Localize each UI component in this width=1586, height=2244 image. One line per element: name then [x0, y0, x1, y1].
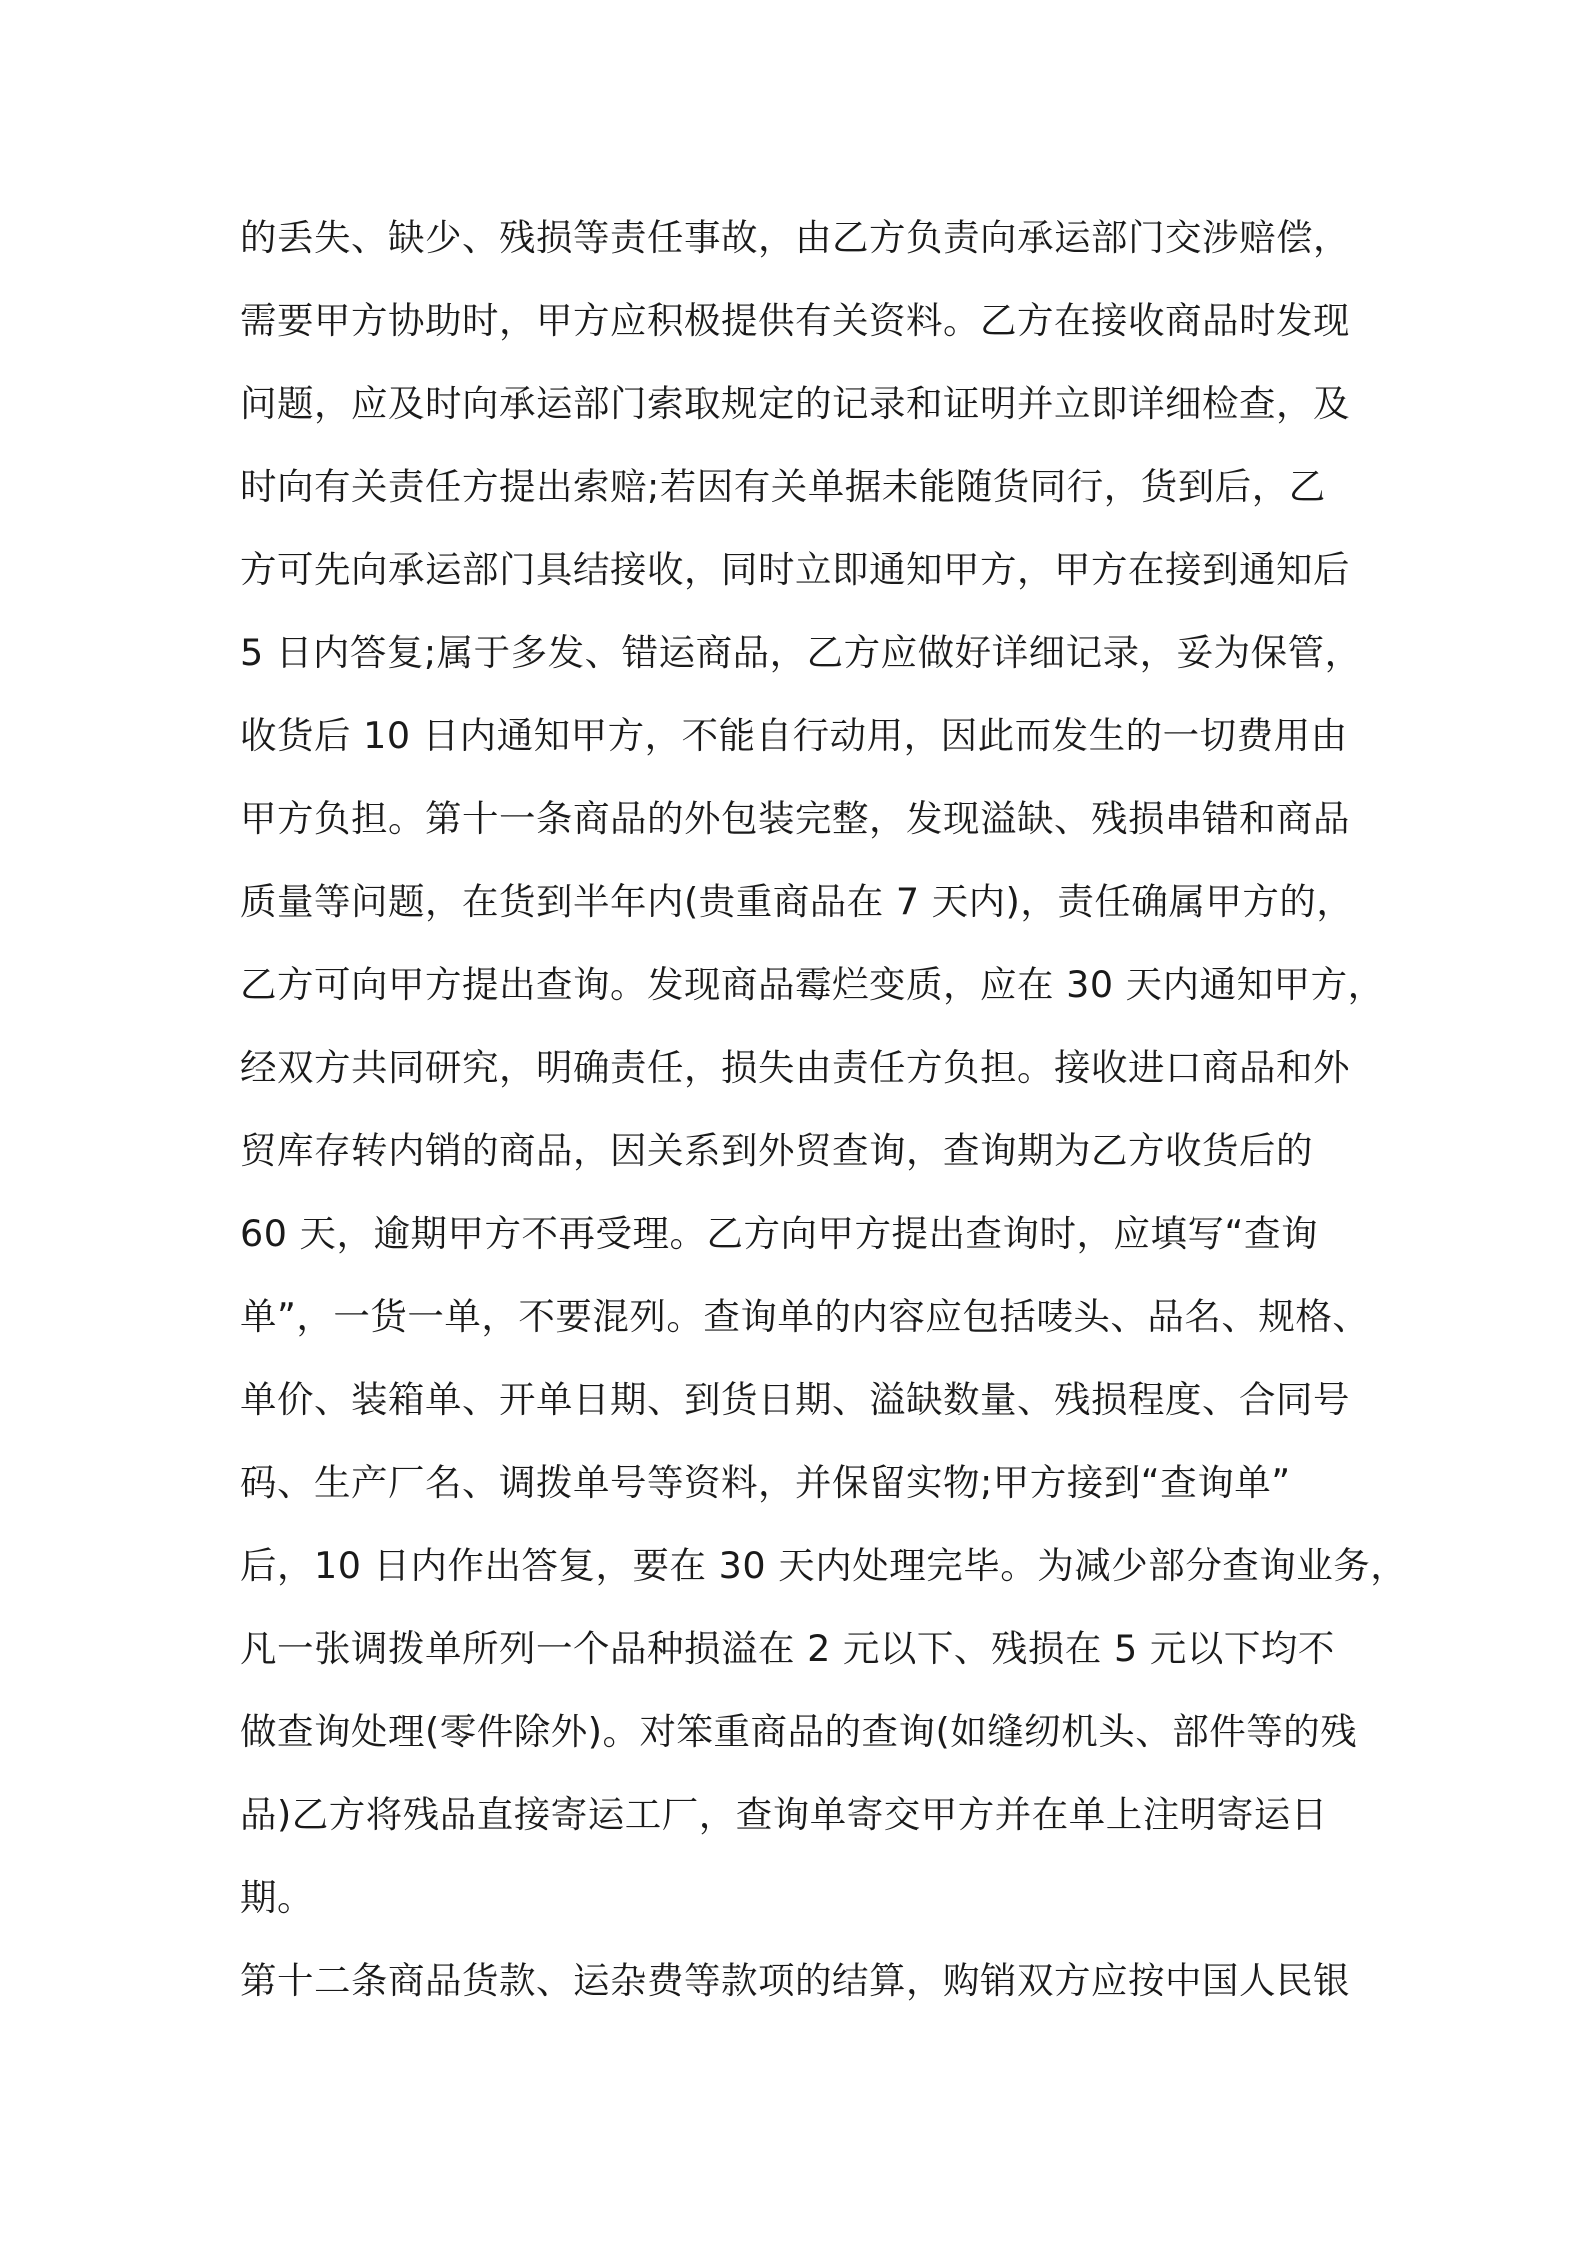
- text-line: 乙方可向甲方提出查询。发现商品霉烂变质，应在 30 天内通知甲方，: [240, 963, 1385, 1006]
- text-line: 做查询处理(零件除外)。对笨重商品的查询(如缝纫机头、部件等的残: [240, 1710, 1358, 1753]
- text-line: 时向有关责任方提出索赔;若因有关单据未能随货同行，货到后，乙: [240, 465, 1326, 508]
- text-line: 单价、装箱单、开单日期、到货日期、溢缺数量、残损程度、合同号: [240, 1378, 1350, 1421]
- text-line: 需要甲方协助时，甲方应积极提供有关资料。乙方在接收商品时发现: [240, 299, 1350, 342]
- text-line: 的丢失、缺少、残损等责任事故，由乙方负责向承运部门交涉赔偿，: [240, 216, 1350, 259]
- text-line: 5 日内答复;属于多发、错运商品，乙方应做好详细记录，妥为保管，: [240, 631, 1362, 674]
- text-line: 收货后 10 日内通知甲方，不能自行动用，因此而发生的一切费用由: [240, 714, 1348, 757]
- text-line: 凡一张调拨单所列一个品种损溢在 2 元以下、残损在 5 元以下均不: [240, 1627, 1335, 1670]
- text-line: 贸库存转内销的商品，因关系到外贸查询，查询期为乙方收货后的: [240, 1129, 1313, 1172]
- contract-text-body: [240, 196, 1408, 2022]
- text-line: 60 天，逾期甲方不再受理。乙方向甲方提出查询时，应填写“查询: [240, 1212, 1318, 1255]
- article-12-start-line: 第十二条商品货款、运杂费等款项的结算，购销双方应按中国人民银: [240, 1959, 1350, 2002]
- text-line: 品)乙方将残品直接寄运工厂，查询单寄交甲方并在单上注明寄运日: [240, 1793, 1328, 1836]
- text-line: 质量等问题，在货到半年内(贵重商品在 7 天内)，责任确属甲方的，: [240, 880, 1354, 923]
- text-line: 后，10 日内作出答复，要在 30 天内处理完毕。为减少部分查询业务，: [240, 1544, 1408, 1587]
- text-line: 方可先向承运部门具结接收，同时立即通知甲方，甲方在接到通知后: [240, 548, 1350, 591]
- text-line: 期。: [240, 1876, 314, 1919]
- text-line: 经双方共同研究，明确责任，损失由责任方负担。接收进口商品和外: [240, 1046, 1350, 1089]
- text-line: 甲方负担。第十一条商品的外包装完整，发现溢缺、残损串错和商品: [240, 797, 1350, 840]
- text-line: 码、生产厂名、调拨单号等资料，并保留实物;甲方接到“查询单”: [240, 1461, 1291, 1504]
- text-line: 单”，一货一单，不要混列。查询单的内容应包括唛头、品名、规格、: [240, 1295, 1370, 1338]
- text-line: 问题，应及时向承运部门索取规定的记录和证明并立即详细检查，及: [240, 382, 1350, 425]
